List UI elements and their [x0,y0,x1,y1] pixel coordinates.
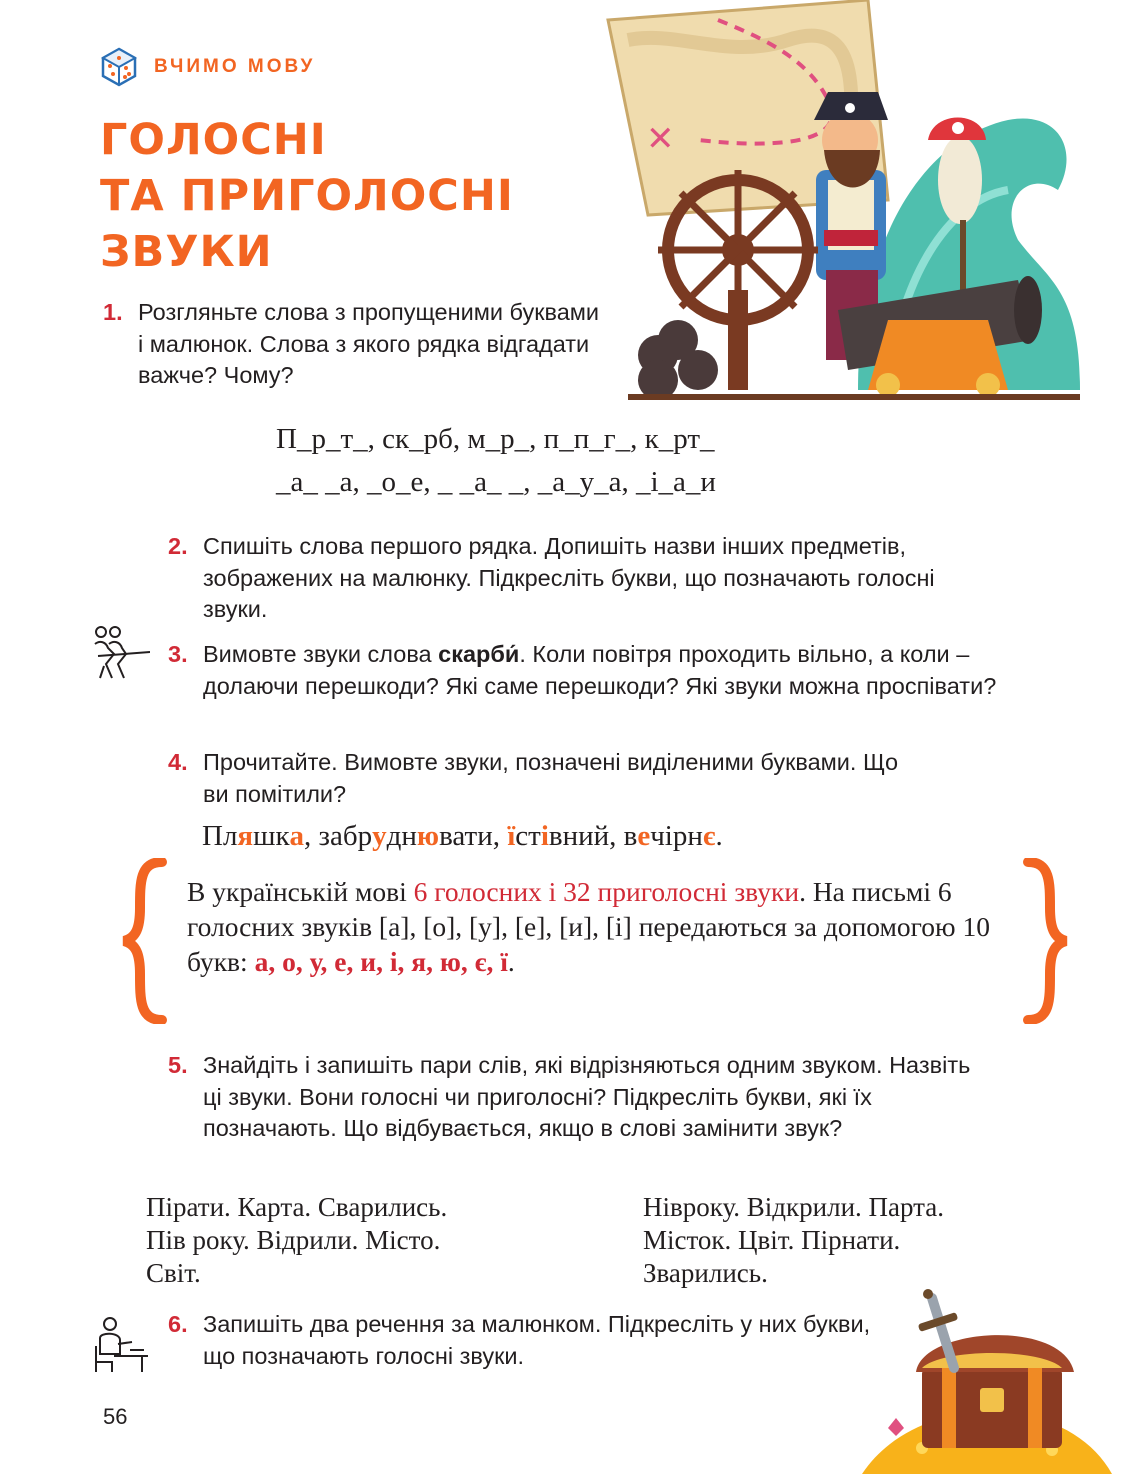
team-tug-of-war-icon [92,624,150,682]
highlighted-vowel: ю [416,820,440,852]
highlighted-vowels-example [202,820,723,853]
task-5 [168,1050,988,1145]
section-label: ВЧИМО МОВУ [154,56,316,77]
left-brace [118,858,168,1024]
highlighted-vowel: у [372,820,387,852]
word-line: Нівроку. Відкрили. Парта. [643,1192,945,1222]
rule-part: . На письмі 6 голосних звуків [а], [о], [у], [е], [и], [і] передаються за допомогою 10 букв: [187,876,990,977]
rule-part: . [507,946,515,977]
title-line: ЗВУКИ [100,227,273,277]
example-text: Пл [202,820,238,852]
task-text: Знайдіть і запишіть пари слів, які відрізняються одним звуком. Назвіть ці звуки. Вони голосні чи приголосні? Підкресліть букви, які їх позначають. Що відбувається, якщо в слові замінити звук? [203,1052,971,1141]
example-text: чірн [650,820,703,852]
word-list-right [643,1191,944,1290]
keyword: скарби́ [438,641,520,667]
highlighted-vowel: є [702,820,716,852]
missing-letters-row-1: П_р_т_, ск_рб, м_р_, п_п_г_, к_рт_ [276,423,715,455]
page-number: 56 [103,1404,128,1429]
title-line: ГОЛОСНІ [100,115,327,165]
example-text: дн [386,820,417,852]
rule-highlight: 6 голосних і 32 приголосні звуки [413,876,800,907]
task-number: 5. [168,1052,188,1078]
word-line: Зварились. [643,1258,768,1288]
vowel-letters: а, о, у, е, и, і, я, ю, є, ї [254,946,508,977]
dice-cube-icon [100,47,138,87]
task-number: 1. [103,299,123,325]
example-text: . [715,820,723,852]
highlighted-vowel: ї [507,820,516,852]
treasure-chest-illustration [862,1288,1112,1474]
task-1 [103,297,608,392]
example-text: , забр [304,820,373,852]
rule-text [187,874,1012,979]
missing-letters-row-2: _а_ _а, _о_е, _ _а_ _, _а_у_а, _і_а_и [276,466,716,498]
task-text-part: Вимовте звуки слова [203,641,439,667]
page-title [100,112,514,280]
svg-text:✕: ✕ [646,119,675,159]
task-text-part: . Коли повітря проходить вільно, а коли – долаючи перешкоди? Які саме перешкоди? Які звуки можна проспівати? [203,641,997,699]
word-line: Пірати. Карта. Сварились. [146,1192,448,1222]
right-brace [1022,858,1072,1024]
example-text: ст [515,820,541,852]
title-line: ТА ПРИГОЛОСНІ [100,171,514,221]
task-number: 2. [168,533,188,559]
task-3 [168,639,1068,702]
task-2 [168,531,988,626]
rule-part: В українській мові [187,876,414,907]
task-text: Розгляньте слова з пропущеними буквами і малюнок. Слова з якого рядка відгадати важче? Чому? [138,299,600,388]
highlighted-vowel: а [289,820,305,852]
highlighted-vowel: я [237,820,254,852]
word-line: Пів року. Відрили. Місто. [146,1225,441,1255]
task-number: 3. [168,641,188,667]
example-text: шк [253,820,290,852]
task-text: Прочитайте. Вимовте звуки, позначені виділеними буквами. Що ви помітили? [203,749,899,807]
example-text: вати, [439,820,508,852]
task-4 [168,747,928,810]
task-number: 4. [168,749,188,775]
person-writing-at-desk-icon [92,1316,150,1374]
task-text [203,639,1068,702]
highlighted-vowel: е [637,820,651,852]
task-6 [168,1309,908,1372]
task-number: 6. [168,1311,188,1337]
highlighted-vowel: і [540,820,549,852]
word-line: Місток. Цвіт. Пірнати. [643,1225,901,1255]
word-list-left [146,1191,447,1290]
example-text: вний, в [548,820,638,852]
task-text: Спишіть слова першого рядка. Допишіть назви інших предметів, зображених на малюнку. Підкресліть букви, що позначають голосні звуки. [203,533,935,622]
section-brand [100,47,315,87]
task-text: Запишіть два речення за малюнком. Підкресліть у них букви, що позначають голосні звуки. [203,1311,871,1369]
pirate-illustration [588,0,1080,400]
word-line: Світ. [146,1258,201,1288]
